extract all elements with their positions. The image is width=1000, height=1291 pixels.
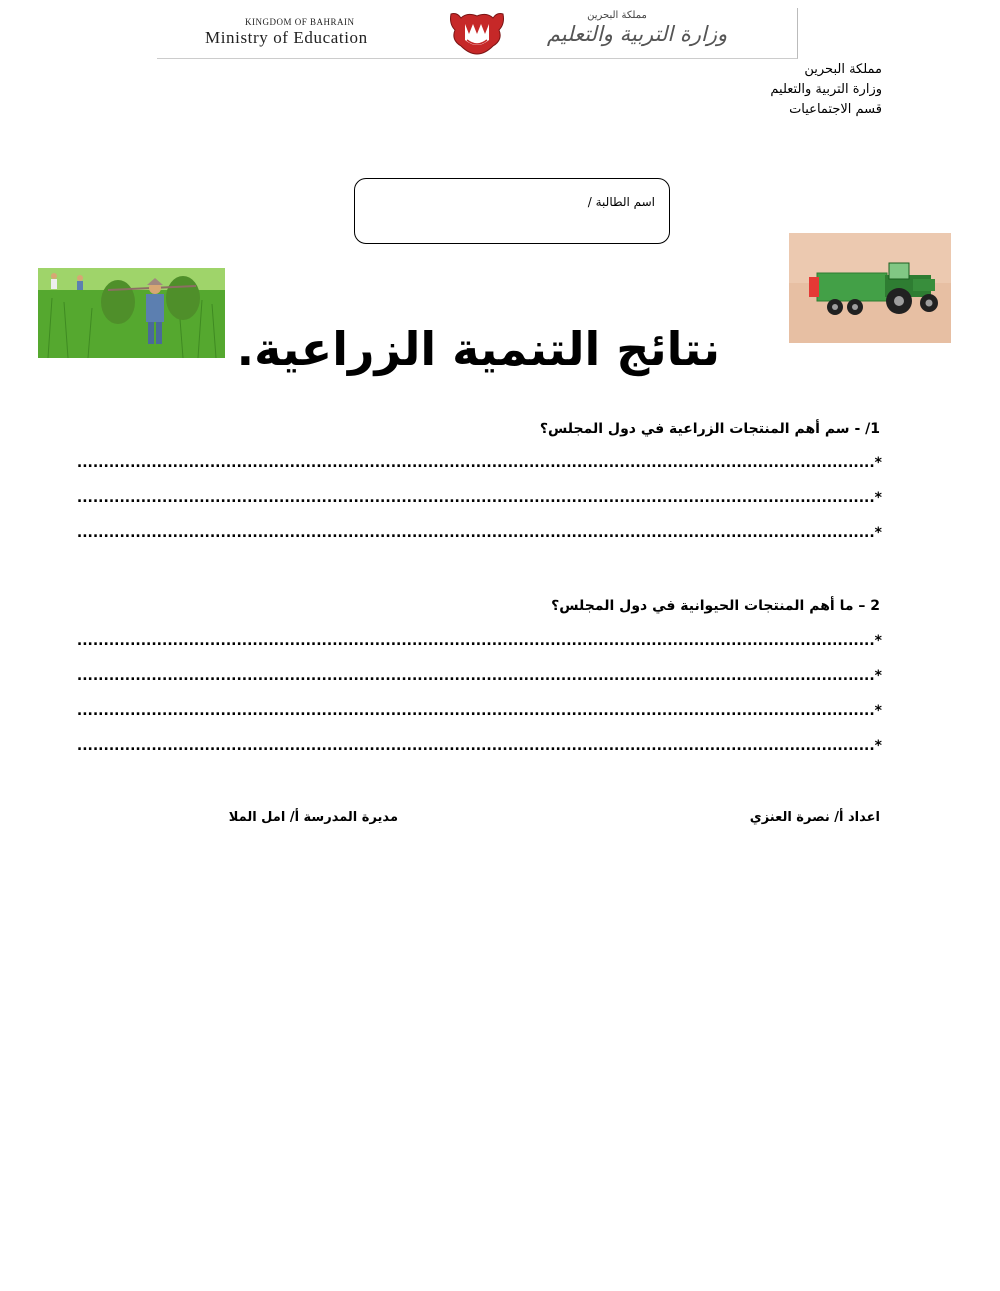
answer-line[interactable]: *...................................................................................................................................................... xyxy=(76,738,882,754)
student-name-box[interactable] xyxy=(354,178,670,244)
kingdom-en-label: KINGDOM OF BAHRAIN xyxy=(245,17,355,27)
kingdom-ar-label: مملكة البحرين xyxy=(587,10,647,21)
answer-line[interactable]: *...................................................................................................................................................... xyxy=(76,703,882,719)
ministry-en-label: Ministry of Education xyxy=(205,28,368,47)
answer-line[interactable]: *...................................................................................................................................................... xyxy=(76,668,882,684)
question-2: 2 – ما أهم المنتجات الحيوانية في دول المجلس؟ xyxy=(551,598,880,614)
org-line-kingdom: مملكة البحرين xyxy=(804,62,882,77)
org-line-ministry: وزارة التربية والتعليم xyxy=(770,82,882,97)
question-1: 1/ - سم أهم المنتجات الزراعية في دول المجلس؟ xyxy=(539,421,880,437)
answer-line[interactable]: *...................................................................................................................................................... xyxy=(76,633,882,649)
org-line-department: قسم الاجتماعيات xyxy=(789,102,882,117)
organization-header xyxy=(770,60,882,120)
answer-line[interactable]: *...................................................................................................................................................... xyxy=(76,455,882,471)
worksheet-title: نتائج التنمية الزراعية. xyxy=(236,322,720,376)
principal-name: مديرة المدرسة أ/ امل الملا xyxy=(228,810,398,825)
tractor-image xyxy=(789,233,951,343)
answer-line[interactable]: *...................................................................................................................................................... xyxy=(76,525,882,541)
ministry-banner xyxy=(157,8,798,59)
prepared-by: اعداد أ/ نصرة العنزي xyxy=(749,810,880,825)
student-name-label: اسم الطالبة / xyxy=(587,195,655,209)
bahrain-emblem-icon xyxy=(445,10,509,56)
ministry-ar-label: وزارة التربية والتعليم xyxy=(546,22,728,46)
answer-line[interactable]: *...................................................................................................................................................... xyxy=(76,490,882,506)
farmer-image xyxy=(38,268,225,358)
